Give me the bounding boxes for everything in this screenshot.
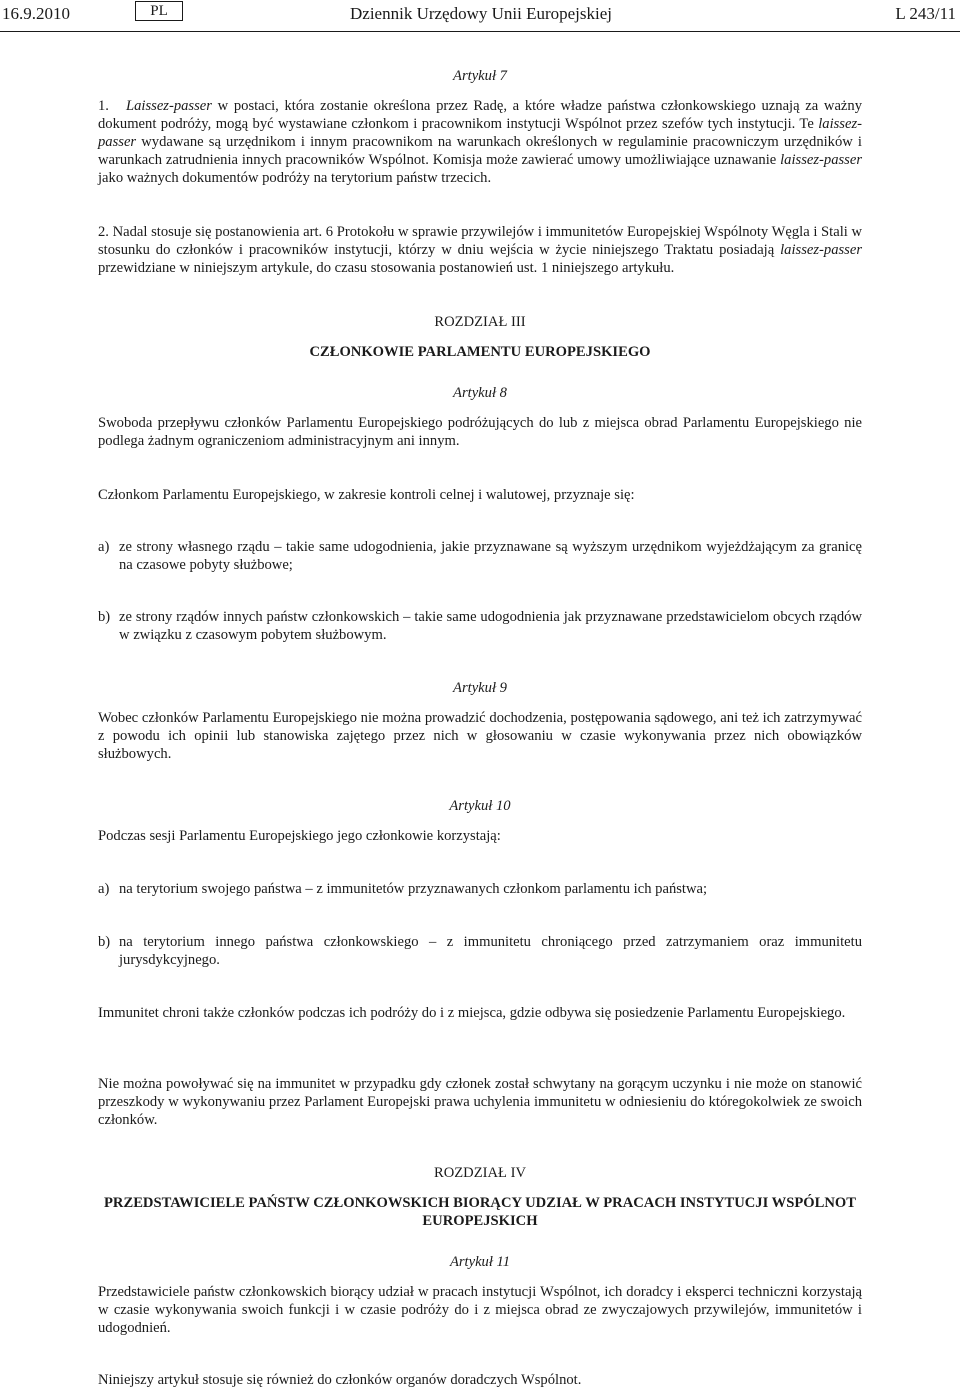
term-laissez-passer: Laissez-passer: [126, 98, 212, 114]
article-11-paragraph-1: Przedstawiciele państw członkowskich biorący udział w pracach instytucji Wspólnot, ich doradcy i eksperci techniczni korzystają w czasie wykonywania swoich funkcji i w czasie podróży do i z miejsca obrad ze zwyczajowych przywilejów, immunitetów i udogodnień.: [98, 1284, 862, 1336]
header-rule: [0, 31, 960, 32]
publication-date: 16.9.2010: [2, 4, 70, 23]
page-header: [0, 0, 960, 32]
language-badge: PL: [135, 1, 183, 21]
article-8-title: Artykuł 8: [453, 385, 507, 401]
paragraph-number: 1.: [98, 98, 109, 114]
journal-title: Dziennik Urzędowy Unii Europejskiej: [350, 4, 613, 23]
chapter-4-title: PRZEDSTAWICIELE PAŃSTW CZŁONKOWSKICH BIORĄCY UDZIAŁ W PRACACH INSTYTUCJI WSPÓLNOT EUROPEJSKICH: [104, 1195, 856, 1229]
term-laissez-passer: laissez-passer: [780, 152, 862, 168]
article-10-paragraph-1: Podczas sesji Parlamentu Europejskiego jego członkowie korzystają:: [98, 828, 501, 844]
article-9-title: Artykuł 9: [453, 680, 507, 696]
list-text: ze strony rządów innych państw członkowskich – takie same udogodnienia jak przyznawane przedstawicielom obcych rządów w związku z czasowym pobytem służbowym.: [119, 609, 862, 643]
article-11-title: Artykuł 11: [449, 1254, 511, 1270]
text-run: wydawane są urzędnikom i innym pracownikom na warunkach określonych w regulaminie pracowniczym urzędników i warunkach zatrudnienia innych pracowników Wspólnot. Komisja może zawierać umowy umożliwiające uznawanie: [98, 134, 862, 168]
chapter-3-title: CZŁONKOWIE PARLAMENTU EUROPEJSKIEGO: [309, 344, 651, 360]
article-9-paragraph-1: Wobec członków Parlamentu Europejskiego nie można prowadzić dochodzenia, postępowania sądowego, ani też ich zatrzymywać z powodu ich opinii lub stanowiska zajętego przez nich w głosowaniu w czasie wykonywania przez nich obowiązków służbowych.: [98, 710, 862, 762]
article-8-item-a: [98, 538, 862, 574]
term-laissez-passer: laissez-passer: [98, 116, 862, 150]
article-8-paragraph-2: Członkom Parlamentu Europejskiego, w zakresie kontroli celnej i walutowej, przyznaje się:: [98, 487, 635, 503]
chapter-3-label: ROZDZIAŁ III: [434, 314, 526, 330]
text-run: 2. Nadal stosuje się postanowienia art. 6 Protokołu w sprawie przywilejów i immunitetów Europejskiej Wspólnoty Węgla i Stali w stosunku do członków i pracowników instytucji, którzy w dniu wejścia w życie niniejszego Traktatu posiadają: [98, 224, 862, 258]
text-run: jako ważnych dokumentów podróży na terytorium państw trzecich.: [98, 170, 492, 186]
text-run: przewidziane w niniejszym artykule, do czasu stosowania postanowień ust. 1 niniejszego artykułu.: [98, 260, 675, 276]
chapter-4-label: ROZDZIAŁ IV: [433, 1165, 526, 1181]
list-text: na terytorium swojego państwa – z immunitetów przyznawanych członkom parlamentu ich państwa;: [119, 881, 708, 897]
article-7-paragraph-2: [98, 223, 862, 277]
article-7-title: Artykuł 7: [453, 68, 507, 84]
article-10-paragraph-2: Immunitet chroni także członków podczas ich podróży do i z miejsca, gdzie odbywa się posiedzenie Parlamentu Europejskiego.: [98, 1005, 846, 1021]
list-text: na terytorium innego państwa członkowskiego – z immunitetu chroniącego przed zatrzymaniem oraz immunitetu jurysdykcyjnego.: [119, 934, 862, 968]
article-10-paragraph-3: Nie można powoływać się na immunitet w przypadku gdy członek został schwytany na gorącym uczynku i nie może on stanowić przeszkody w wykonywaniu przez Parlament Europejski prawa uchylenia immunitetu w odniesieniu do któregokolwiek ze swoich członków.: [98, 1076, 862, 1128]
article-10-item-a: [98, 880, 862, 898]
article-7-paragraph-1: [98, 97, 862, 187]
article-8-paragraph-1: Swoboda przepływu członków Parlamentu Europejskiego podróżujących do lub z miejsca obrad Parlamentu Europejskiego nie podlega żadnym ograniczeniom administracyjnym ani innym.: [98, 415, 862, 449]
page-reference: L 243/11: [895, 4, 956, 23]
list-label: b): [98, 609, 111, 625]
term-laissez-passer: laissez-passer: [780, 242, 862, 258]
text-run: w postaci, która zostanie określona przez Radę, a które władze państwa członkowskiego uznają za ważny dokument podróży, mogą być wystawiane członkom i pracownikom instytucji Wspólnot przez szefów tych instytucji. Te: [98, 98, 862, 132]
article-10-item-b: [98, 933, 862, 969]
list-label: a): [98, 881, 110, 897]
list-label: a): [98, 539, 110, 555]
article-8-item-b: [98, 608, 862, 644]
list-text: ze strony własnego rządu – takie same udogodnienia, jakie przyznawane są wyższym urzędnikom wyjeżdżającym za granicę na czasowe pobyty służbowe;: [119, 539, 862, 573]
article-10-title: Artykuł 10: [449, 798, 511, 814]
article-11-paragraph-2: Niniejszy artykuł stosuje się również do członków organów doradczych Wspólnot.: [98, 1372, 582, 1388]
list-label: b): [98, 934, 111, 950]
